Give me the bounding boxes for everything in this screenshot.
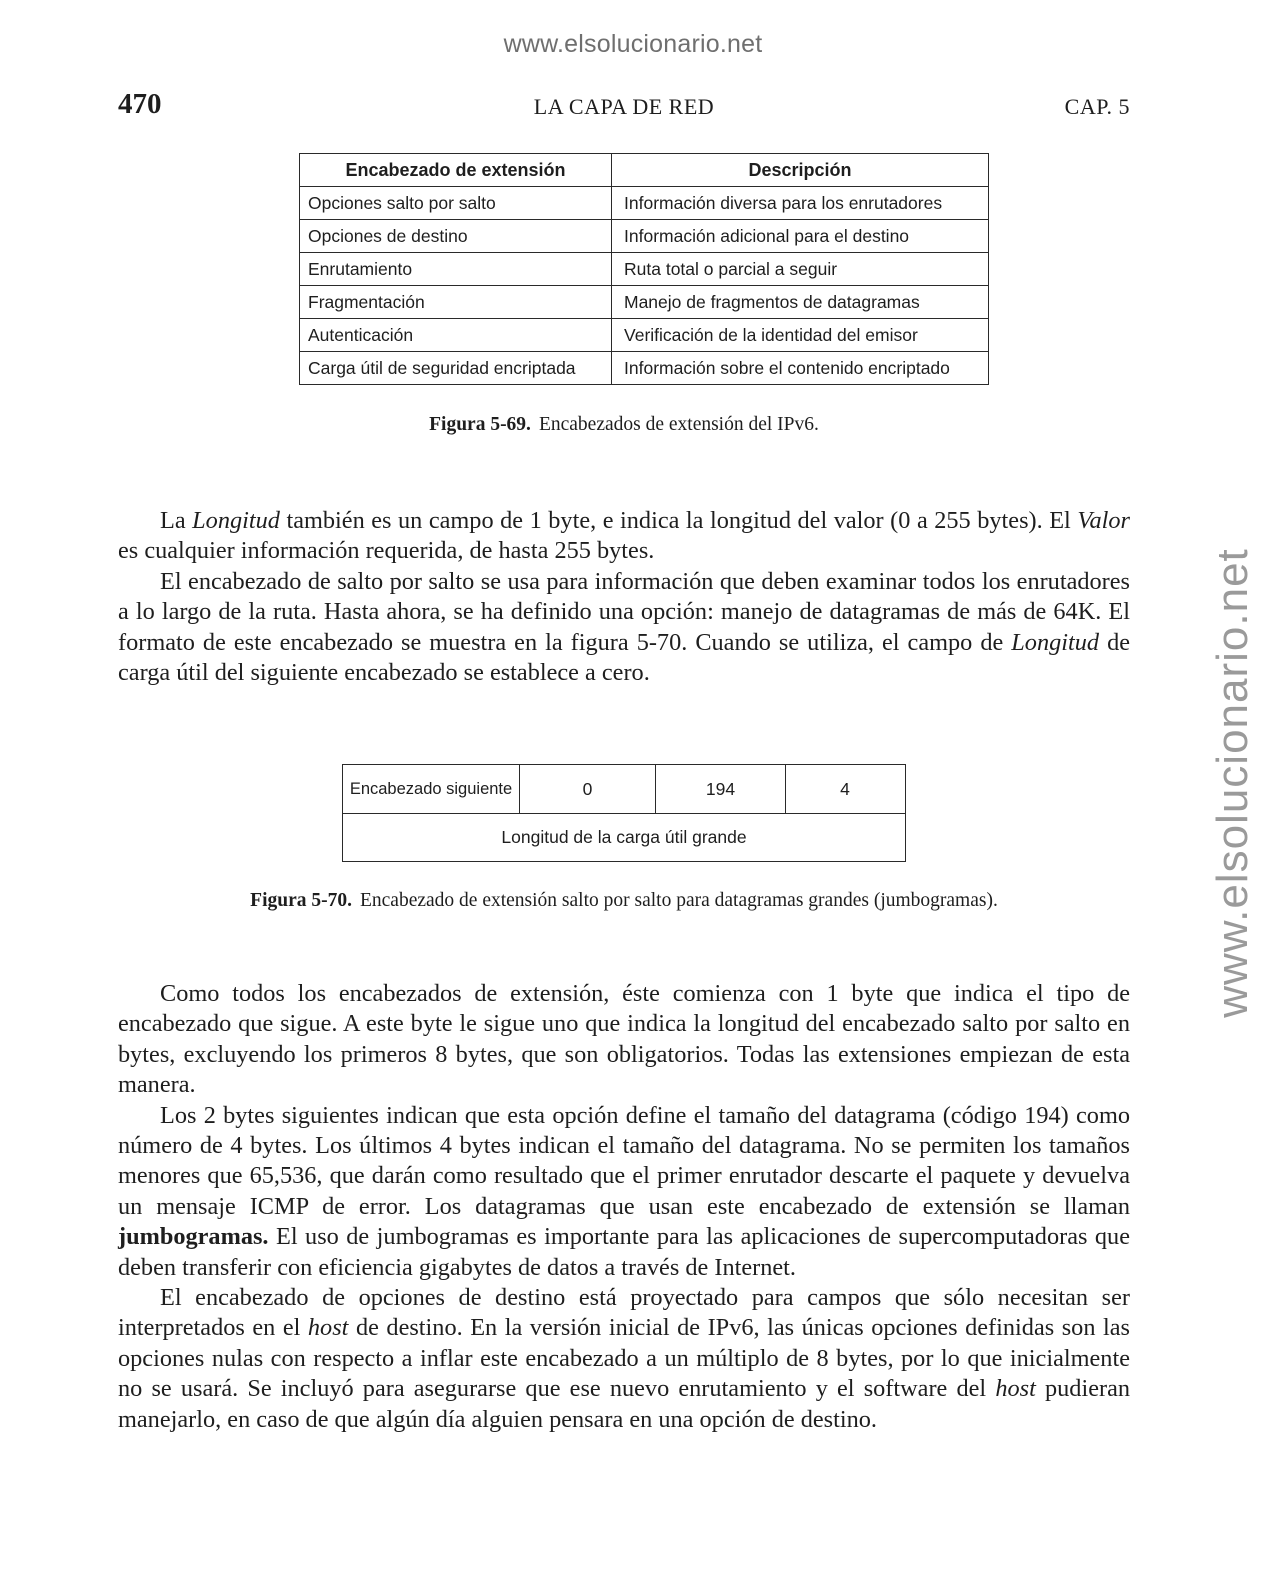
text-run: también es un campo de 1 byte, e indica la longitud del valor (0 a 255 bytes). El [279,507,1078,534]
figure-label: Figura 5-70. [250,890,352,911]
paragraph [118,1101,1130,1283]
table-cell: Opciones salto por salto [300,187,612,220]
table-cell: Información diversa para los enrutadores [612,187,989,220]
text-run: La [160,507,193,534]
paragraph: Como todos los encabezados de extensión, éste comienza con 1 byte que indica el tipo de encabezado que sigue. A este byte le sigue uno que indica la longitud del encabezado salto por salto en bytes, excluyendo los primeros 8 bytes, que son obligatorios. Todas las extensiones empiezan de esta manera. [118,980,1130,1099]
table-cell: Ruta total o parcial a seguir [612,253,989,286]
table-cell: Fragmentación [300,286,612,319]
italic-term: host [307,1314,349,1342]
table-cell: Manejo de fragmentos de datagramas [612,286,989,319]
text-run: de destino. En la versión inicial de IPv6, las únicas opciones definidas son las opciones nulas con respecto a inflar este encabezado a un múltiplo de 8 bytes, por lo que inicialmente no se usará. Se incluyó para asegurarse que ese nuevo enrutamiento y el software del [118,1314,1130,1403]
watermark-side: www.elsolucionario.net [1208,548,1257,1018]
table-row [300,253,989,286]
italic-term: Longitud [192,507,280,534]
text-run: El encabezado de salto por salto se usa para información que deben examinar todos los enrutadores a lo largo de la ruta. Hasta ahora, se ha definido una opción: manejo de datagramas de más de 64K. El formato de este encabezado se muestra en la figura 5-70. Cuando se utiliza, el campo de [118,567,1130,656]
figure-text: Encabezado de extensión salto por salto para datagramas grandes (jumbogramas). [359,890,998,911]
figure-label: Figura 5-69. [429,414,531,435]
text-run: El encabezado de opciones de destino está proyectado para campos que sólo necesitan ser interpretados en el [118,1284,1130,1342]
table-cell: Carga útil de seguridad encriptada [300,352,612,385]
text-run: es cualquier información requerida, de hasta 255 bytes. [118,537,655,565]
table-row [300,352,989,385]
jumbogram-header-diagram [342,764,906,862]
page-number: 470 [118,88,162,120]
italic-term: Valor [1077,507,1130,534]
table-row [300,286,989,319]
table-cell: Autenticación [300,319,612,352]
italic-term: Longitud [1011,628,1100,656]
extension-headers-table [299,153,989,385]
option-length-field: 4 [840,779,850,799]
text-run: de carga útil del siguiente encabezado se establece a cero. [118,628,1130,687]
text-run: pudieran manejarlo, en caso de que algún día alguien pensara en una opción de destino. [118,1375,1130,1433]
table-cell: Enrutamiento [300,253,612,286]
figure-5-69-caption [0,414,1248,436]
table-cell: Información adicional para el destino [612,220,989,253]
text-run: El uso de jumbogramas es importante para las aplicaciones de supercomputadoras que deben transferir con eficiencia gigabytes de datos a través de Internet. [118,1223,1130,1281]
italic-term: host [995,1375,1036,1403]
column-header: Encabezado de extensión [300,154,612,187]
table-row [300,187,989,220]
table-row [300,319,989,352]
jumbo-payload-length-field: Longitud de la carga útil grande [501,827,747,847]
table-header-row [300,154,989,187]
table-cell: Verificación de la identidad del emisor [612,319,989,352]
table-row [300,220,989,253]
figure-text: Encabezados de extensión del IPv6. [538,414,819,435]
watermark-top: www.elsolucionario.net [503,30,763,58]
text-block-2 [118,979,1130,1435]
option-code-field: 194 [656,765,786,813]
chapter-ref: CAP. 5 [1064,94,1130,119]
text-block-1 [118,506,1130,688]
next-header-field: Encabezado siguiente [343,765,520,813]
paragraph [118,1283,1130,1435]
table-cell: Opciones de destino [300,220,612,253]
zero-field: 0 [520,765,656,813]
paragraph [118,567,1130,689]
table-cell: Información sobre el contenido encriptado [612,352,989,385]
text-run: Los 2 bytes siguientes indican que esta opción define el tamaño del datagrama (código 194) como número de 4 bytes. Los últimos 4 bytes indican el tamaño del datagrama. No se permiten los tamaños menores que 65,536, que darán como resultado que el primer enrutador descarte el paquete y devuelva un mensaje ICMP de error. Los datagramas que usan este encabezado de extensión se llaman [118,1101,1130,1220]
chapter-title: LA CAPA DE RED [533,94,715,119]
figure-5-70-caption [0,890,1248,912]
running-head [118,88,1130,128]
column-header: Descripción [612,154,989,187]
diagram-row-1 [343,765,905,814]
paragraph [118,506,1130,567]
bold-term: jumbogramas. [118,1223,269,1251]
